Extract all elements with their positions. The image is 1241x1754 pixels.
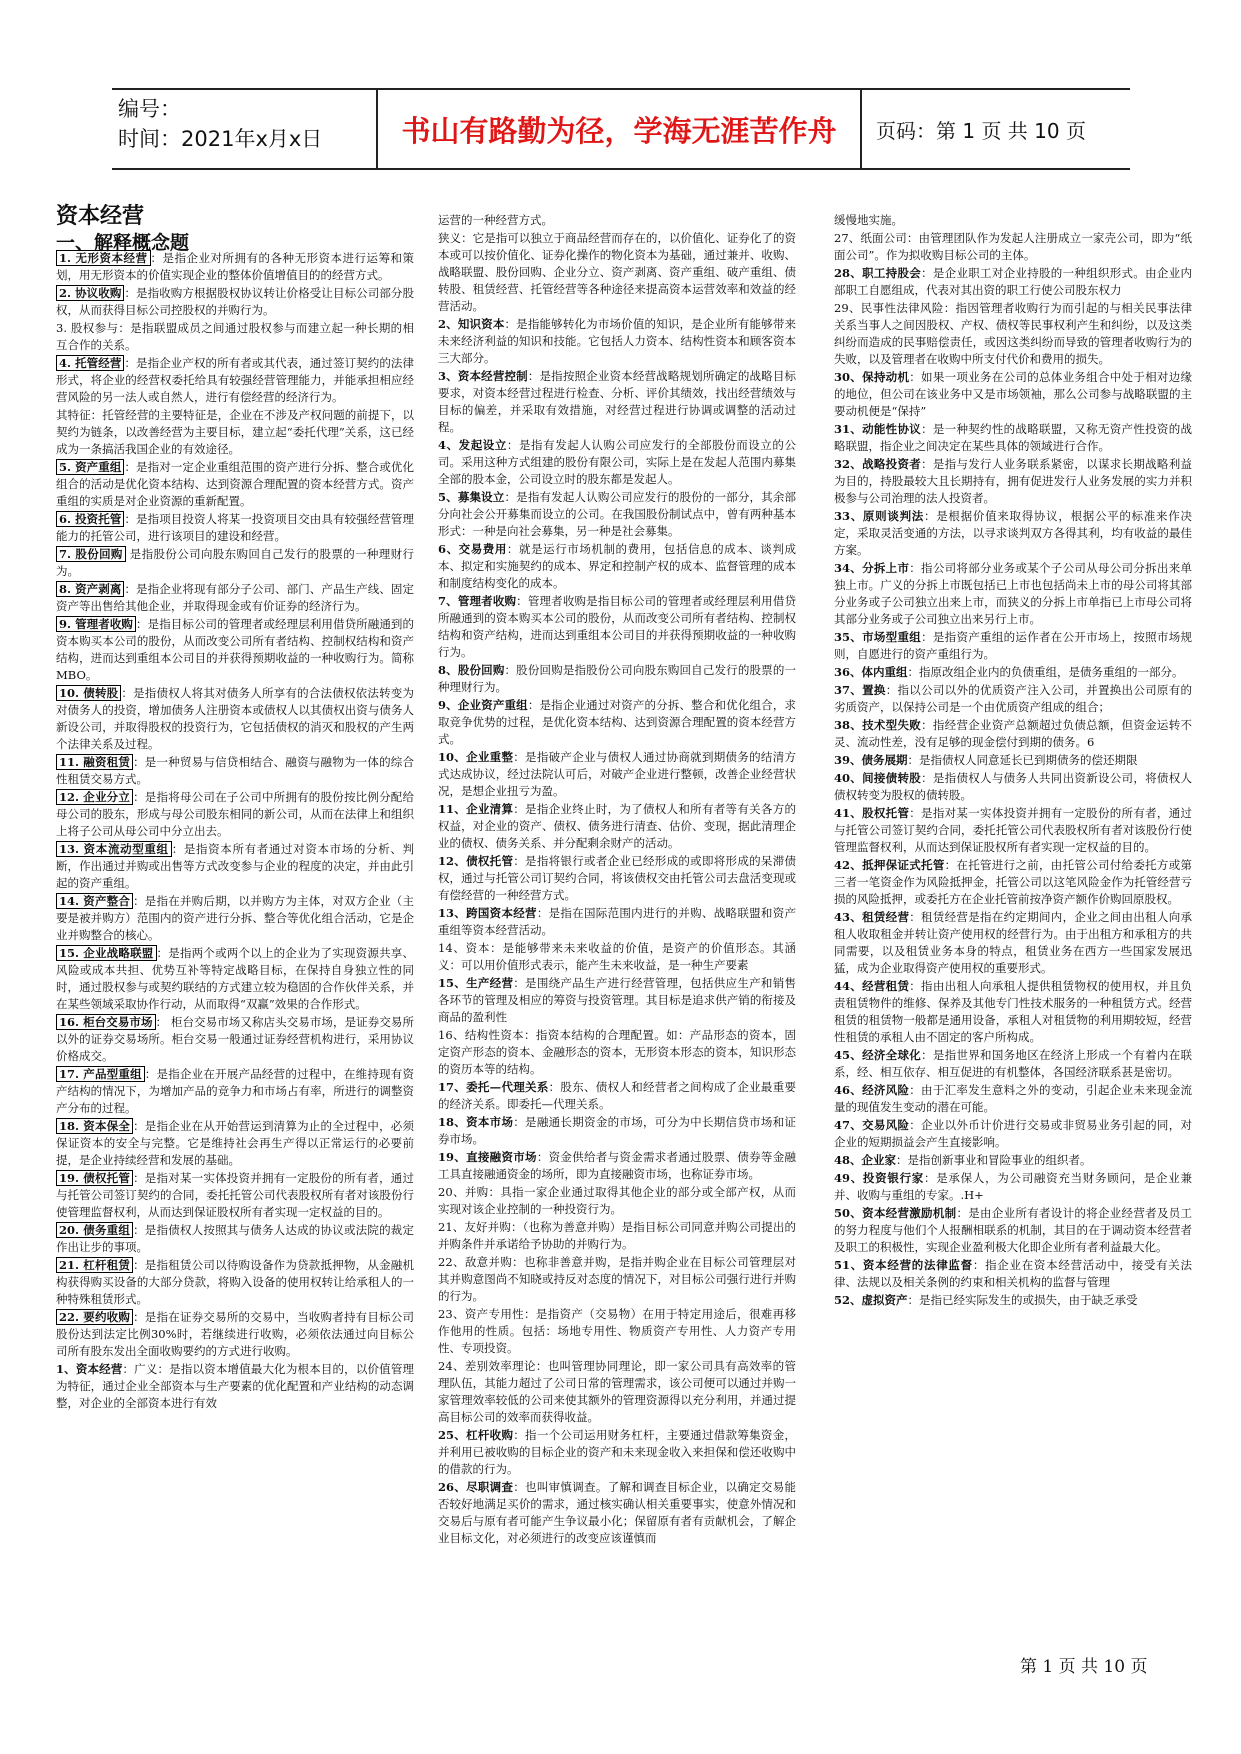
definition-text: 21、友好并购：（也称为善意并购）是指目标公司同意并购公司提出的并购条件并承诺给予协助的并购行为。 — [438, 1220, 796, 1251]
definition-entry — [834, 909, 1192, 977]
definition-term: 9. 管理者收购 — [56, 616, 136, 632]
definition-entry — [834, 664, 1192, 681]
definition-entry — [834, 1152, 1192, 1169]
definition-term: 11. 融资租赁 — [56, 754, 133, 770]
definition-entry — [834, 421, 1192, 455]
text-column-3 — [834, 212, 1192, 1635]
definition-text: ：是指企业终止时，为了债权人和所有者等有关各方的权益，对企业的资产、债权、债务进行清查、估价、变现，据此清理企业的债权、债务关系、并分配剩余财产的活动。 — [438, 802, 796, 850]
definition-text: ：是指项目投资人将某一投资项目交由具有较强经营管理能力的托管公司，进行该项目的建设和经营。 — [56, 512, 414, 543]
definition-entry — [56, 355, 414, 406]
definition-term: 8、股份回购 — [438, 663, 505, 677]
definition-entry — [56, 511, 414, 545]
definition-term: 10. 债转股 — [56, 685, 121, 701]
definition-term: 34、分拆上市 — [834, 561, 910, 575]
definition-text: ：资金供给者与资金需求者通过股票、债券等金融工具直接融通资金的场所，即为直接融资市场，也称证券市场。 — [438, 1150, 796, 1181]
definition-term: 21. 杠杆租赁 — [56, 1257, 133, 1273]
definition-text: 16、结构性资本：指资本结构的合理配置。如：产品形态的资本，固定资产形态的资本、金融形态的资本，无形资本形态的资本，知识形态的资历本等的结构。 — [438, 1028, 796, 1076]
definition-entry — [834, 1047, 1192, 1081]
definition-entry — [438, 489, 796, 540]
definition-entry — [438, 697, 796, 748]
definition-text: ：在托管进行之前，由托管公司付给委托方或第三者一笔资金作为风险抵押金，托管公司以这笔风险金作为托管经营亏损的风险抵押，或委托方在企业托管前按净资产额作价购回原股权。 — [834, 858, 1192, 906]
definition-term: 17、委托—代理关系 — [438, 1080, 549, 1094]
definition-entry — [834, 456, 1192, 507]
definition-text: ：是指资本所有者通过对资本市场的分析、判断，作出通过并购或出售等方式改变参与企业的程度的决定，并由此引起的资产重组。 — [56, 842, 414, 890]
definition-text: ：是指企业对所拥有的各种无形资本进行运筹和策划，用无形资本的价值实现企业的整体价值增值目的的经营方式。 — [56, 251, 414, 282]
definition-entry — [56, 616, 414, 684]
definition-entry — [56, 1066, 414, 1117]
header-page-label: 页码：第 1 页 共 10 页 — [876, 118, 1086, 143]
definition-entry — [834, 560, 1192, 628]
header-motto: 书山有路勤为径，学海无涯苦作舟 — [378, 90, 862, 168]
definition-entry — [834, 978, 1192, 1046]
definition-entry — [56, 1014, 414, 1065]
definition-entry — [834, 212, 1192, 229]
page-footer: 第 1 页 共 10 页 — [1020, 1657, 1148, 1677]
definition-text: 运营的一种经营方式。 — [438, 213, 553, 227]
definition-entry — [438, 905, 796, 939]
definition-entry — [56, 1118, 414, 1169]
definition-entry — [56, 1309, 414, 1360]
definition-text: ：是指与发行人业务联系紧密，以谋求长期战略利益为目的，持股最较大且长期持有，拥有促进发行人业务发展的实力并积极参与公司治理的法人投资者。 — [834, 457, 1192, 505]
definition-entry — [834, 805, 1192, 856]
definition-term: 44、经营租赁 — [834, 979, 910, 993]
definition-term: 20. 债务重组 — [56, 1222, 133, 1238]
definition-text: 24、差别效率理论：也叫管理协同理论，即一家公司具有高效率的管理队伍，其能力超过了公司日常的管理需求，该公司便可以通过并购一家管理效率较低的公司来使其额外的管理资源得以充分利用，并通过提高目标公司的效率而获得收益。 — [438, 1359, 796, 1424]
definition-term: 43、租赁经营 — [834, 910, 910, 924]
definition-term: 33、原则谈判法 — [834, 509, 924, 523]
definition-text: ：是指收购方根据股权协议转让价格受让目标公司部分股权，从而获得目标公司控股权的并购行为。 — [56, 286, 414, 317]
definition-entry — [56, 754, 414, 788]
definition-text: ：也叫审慎调查。了解和调查目标企业，以确定交易能否较好地满足买价的需求，通过核实确认相关重要事实，使意外情况和交易后与原有者可能产生争议最小化；保留原有者有贡献机会，了解企业目标文化，对必须进行的改变应该谨慎而 — [438, 1480, 796, 1545]
definition-term: 11、企业清算 — [438, 802, 514, 816]
definition-text: ：广义：是指以资本增值最大化为根本目的，以价值管理为特征，通过企业全部资本与生产要素的优化配置和产业结构的动态调整，对企业的全部资本进行有效 — [56, 1362, 414, 1410]
definition-term: 1、资本经营 — [56, 1362, 123, 1376]
definition-entry — [56, 945, 414, 1013]
definition-entry — [438, 749, 796, 800]
definition-entry — [438, 437, 796, 488]
definition-entry — [834, 717, 1192, 751]
definition-text: ：指经营企业资产总额超过负债总额，但资金运转不灵、流动性差，没有足够的现金偿付到期的债务。6 — [834, 718, 1192, 749]
definition-term: 3、资本经营控制 — [438, 369, 528, 383]
definition-text: ：股东、债权人和经营者之间构成了企业最重要的经济关系。即委托—代理关系。 — [438, 1080, 796, 1111]
definition-text: ：是融通长期资金的市场，可分为中长期信贷市场和证券市场。 — [438, 1115, 796, 1146]
definition-entry — [56, 320, 414, 354]
definition-term: 25、杠杆收购 — [438, 1428, 514, 1442]
definition-text: ：是指将银行或者企业已经形成的或即将形成的呆滞债权，通过与托管公司订契约合同，将该债权交由托管公司去盘活变现或有偿经营的一种经营方式。 — [438, 854, 796, 902]
section-title: 一、解释概念题 — [56, 232, 190, 254]
definition-term: 18、资本市场 — [438, 1115, 514, 1129]
definition-entry — [438, 316, 796, 367]
definition-term: 26、尽职调查 — [438, 1480, 514, 1494]
definition-term: 9、企业资产重组 — [438, 698, 528, 712]
definition-text: ：是指按照企业资本经营战略规划所确定的战略目标要求，对资本经营过程进行检查、分析、评价其绩效，找出经营绩效与目标的偏差，并采取有效措施，对经营过程进行协调或调整的活动过程。 — [438, 369, 796, 434]
definition-term: 6、交易费用 — [438, 542, 507, 556]
definition-entry — [438, 1184, 796, 1218]
definition-term: 41、股权托管 — [834, 806, 910, 820]
definition-text: ：是企业职工对企业持股的一种组织形式。由企业内部职工自愿组成，代表对其出资的职工行使公司股东权力 — [834, 266, 1192, 297]
definition-text: ：是指企业将现有部分子公司、部门、产品生产线、固定资产等出售给其他企业，并取得现金或有价证券的经济行为。 — [56, 582, 414, 613]
definition-term: 14. 资产整合 — [56, 893, 133, 909]
definition-entry — [438, 593, 796, 661]
definition-entry — [56, 581, 414, 615]
definition-entry — [834, 1170, 1192, 1204]
definition-entry — [834, 857, 1192, 908]
definition-text: 是指股份公司向股东购回自己发行的股票的一种理财行为。 — [56, 547, 414, 578]
definition-entry — [56, 250, 414, 284]
definition-entry — [438, 1149, 796, 1183]
definition-term: 4、发起设立 — [438, 438, 507, 452]
definition-entry — [438, 853, 796, 904]
definition-entry — [438, 1027, 796, 1078]
definition-text: 其特征：托管经营的主要特征是，企业在不涉及产权问题的前提下，以契约为链条，以改善经营为主要目标，建立起“委托代理”关系，这已经成为一条搞活我国企业的有效途径。 — [56, 408, 414, 456]
definition-term: 2. 协议收购 — [56, 285, 124, 301]
definition-text: ：是一种契约性的战略联盟，又称无资产性投资的战略联盟，指企业之间决定在某些具体的领域进行合作。 — [834, 422, 1192, 453]
definition-text: ：是指有发起人认购公司应发行的全部股份而设立的公司。采用这种方式组建的股份有限公司，实际上是在发起人范围内募集全部的股本金，公司设立时的股东都是发起人。 — [438, 438, 796, 486]
definition-term: 19、直接融资市场 — [438, 1150, 537, 1164]
definition-entry — [834, 770, 1192, 804]
definition-entry — [56, 841, 414, 892]
definition-term: 22. 要约收购 — [56, 1309, 133, 1325]
definition-term: 49、投资银行家 — [834, 1171, 924, 1185]
text-column-2 — [438, 212, 796, 1635]
definition-entry — [56, 893, 414, 944]
definition-text: ：是指债权人按照其与债务人达成的协议或法院的裁定作出让步的事项。 — [56, 1223, 414, 1254]
definition-term: 47、交易风险 — [834, 1118, 910, 1132]
definition-text: ：是指企业在从开始营运到清算为止的全过程中，必须保证资本的安全与完整。它是维持社会再生产得以正常运行的必要前提，是企业持续经营和发展的基础。 — [56, 1119, 414, 1167]
definition-term: 52、虚拟资产 — [834, 1293, 908, 1307]
definition-term: 28、职工持股会 — [834, 266, 922, 280]
definition-entry — [56, 685, 414, 753]
definition-entry — [56, 1257, 414, 1308]
definition-term: 2、知识资本 — [438, 317, 505, 331]
document-time-label: 时间：2021年x月x日 — [118, 127, 323, 151]
definition-term: 32、战略投资者 — [834, 457, 922, 471]
definition-text: ：是指将母公司在子公司中所拥有的股份按比例分配给母公司的股东，形成与母公司股东相同的新公司，从而在法律上和组织上将子公司从母公司中分立出去。 — [56, 790, 414, 838]
definition-term: 17. 产品型重组 — [56, 1066, 145, 1082]
definition-term: 35、市场型重组 — [834, 630, 922, 644]
definition-term: 36、体内重组 — [834, 665, 908, 679]
definition-term: 5. 资产重组 — [56, 459, 124, 475]
definition-text: ：是指在并购后期，以并购方为主体，对双方企业（主要是被并购方）范围内的资产进行分拆、整合等优化组合活动，它是企业并购整合的核心。 — [56, 894, 414, 942]
definition-entry — [834, 508, 1192, 559]
definition-text: ：是指世界和国务地区在经济上形成一个有着内在联系，经、相互依存、相互促进的有机整体，各国经济联系甚是密切。 — [834, 1048, 1192, 1079]
definition-text: ：是围绕产品生产进行经营管理，包括供应生产和销售各环节的管理及相应的筹资与投资管理。其目标是追求供产销的衔接及商品的盈利性 — [438, 976, 796, 1024]
page-header — [112, 88, 1130, 170]
definition-text: ：是指企业在开展产品经营的过程中，在维持现有资产结构的情况下，为增加产品的竞争力和市场占有率，所进行的调整资产分布的过程。 — [56, 1067, 414, 1115]
definition-text: ：是指已经实际发生的或损失，由于缺乏承受 — [907, 1293, 1138, 1307]
definition-entry — [438, 541, 796, 592]
definition-entry — [438, 212, 796, 229]
definition-term: 40、间接债转股 — [834, 771, 922, 785]
definition-text: ：是指对某一实体投资并拥有一定股份的所有者，通过与托管公司签订契约合同，委托托管公司代表股权所有者对该股份行使管理监督权利，从而达到保证股权所有者实现一定权益的目的。 — [834, 806, 1192, 854]
definition-text: ：是指债权人与债务人共同出资新设公司，将债权人债权转变为股权的债转股。 — [834, 771, 1192, 802]
definition-text: ：指原改组企业内的负债重组，是债务重组的一部分。 — [907, 665, 1184, 679]
definition-term: 39、债务展期 — [834, 753, 908, 767]
definition-text: 3. 股权参与：是指联盟成员之间通过股权参与而建立起一种长期的相互合作的关系。 — [56, 321, 414, 352]
definition-entry — [438, 1427, 796, 1478]
definition-term: 31、动能性协议 — [834, 422, 922, 436]
definition-text: ：是指目标公司的管理者或经理层利用借贷所融通到的资本购买本公司的股份，从而改变公司所有者结构、控制权结构和资产结构，进而达到重组本公司目的并获得预期收益的一种收购行为。简称MBO。 — [56, 617, 414, 682]
definition-text: ：是指在证券交易所的交易中，当收购者持有目标公司股份达到法定比例30%时，若继续进行收购，必须依法通过向目标公司所有股东发出全面收购要约的方式进行收购。 — [56, 1310, 414, 1358]
definition-text: ：是承保人，为公司融资充当财务顾问，是企业兼并、收购与重组的专家。.H+ — [834, 1171, 1192, 1202]
definition-text: ：管理者收购是指目标公司的管理者或经理层利用借贷所融通到的资本购买本公司的股份，从而改变公司所有者结构、控制权结构和资产结构，进而达到重组本公司目的并获得预期收益的一种收购行为。 — [438, 594, 796, 659]
definition-entry — [438, 1358, 796, 1426]
definition-text: ：是指企业产权的所有者或其代表，通过签订契约的法律形式，将企业的经营权委托给具有较强经营管理能力，并能承担相应经营风险的另一法人或自然人，进行有偿经营的经济行为。 — [56, 356, 414, 404]
definition-entry — [56, 285, 414, 319]
definition-term: 18. 资本保全 — [56, 1118, 133, 1134]
definition-entry — [834, 369, 1192, 420]
definition-entry — [834, 629, 1192, 663]
definition-term: 45、经济全球化 — [834, 1048, 922, 1062]
definition-entry — [834, 1082, 1192, 1116]
definition-entry — [438, 1219, 796, 1253]
definition-entry — [438, 940, 796, 974]
definition-entry — [834, 1205, 1192, 1256]
definition-term: 19. 债权托管 — [56, 1170, 133, 1186]
definition-text: ：是指创新事业和冒险事业的组织者。 — [896, 1153, 1092, 1167]
definition-text: ：指一个公司运用财务杠杆，主要通过借款筹集资金，并利用已被收购的目标企业的资产和未来现金收入来担保和偿还收购中的借款的行为。 — [438, 1428, 796, 1476]
definition-text: ：股份回购是指股份公司向股东购回自己发行的股票的一种理财行为。 — [438, 663, 796, 694]
definition-text: ：企业以外币计价进行交易或非贸易业务引起的同，对企业的短期损益会产生直接影响。 — [834, 1118, 1192, 1149]
definition-term: 1. 无形资本经营 — [56, 250, 151, 266]
definition-entry — [438, 1114, 796, 1148]
definition-term: 13、跨国资本经营 — [438, 906, 537, 920]
definition-term: 50、资本经营激励机制 — [834, 1206, 957, 1220]
definition-entry — [56, 1222, 414, 1256]
definition-entry — [834, 752, 1192, 769]
definition-text: 22、敌意并购：也称非善意并购，是指并购企业在目标公司管理层对其并购意图尚不知晓或持反对态度的情况下，对目标公司强行进行并购的行为。 — [438, 1255, 796, 1303]
definition-term: 7. 股份回购 — [56, 546, 126, 562]
definition-text: ：指以公司以外的优质资产注入公司，并置换出公司原有的劣质资产，以保持公司是一个由优质资产组成的组合； — [834, 683, 1192, 714]
definition-text: ：指公司将部分业务或某个子公司从母公司分拆出来单独上市。广义的分拆上市既包括已上市也包括尚未上市的母公司将其部分业务或子公司独立出来上市，而狭义的分拆上市单指已上市母公司将其部分业务或子公司独立出来另行上市。 — [834, 561, 1192, 626]
definition-term: 15、生产经营 — [438, 976, 514, 990]
definition-term: 15. 企业战略联盟 — [56, 945, 157, 961]
definition-term: 42、抵押保证式托管 — [834, 858, 945, 872]
definition-entry — [834, 1257, 1192, 1291]
definition-text: 29、民事性法律风险：指因管理者收购行为而引起的与相关民事法律关系当事人之间因股权、产权、债权等民事权利产生和纠纷，以及这类纠纷而造成的民事赔偿责任，或因这类纠纷而导致的管理者收购行为的失败，以及管理者在收购中所支付代价和费用的损失。 — [834, 301, 1192, 366]
definition-text: 20、并购：具指一家企业通过取得其他企业的部分或全部产权，从而实现对该企业控制的一种投资行为。 — [438, 1185, 796, 1216]
definition-term: 6. 投资托管 — [56, 511, 124, 527]
definition-entry — [438, 1079, 796, 1113]
definition-text: ：是一种贸易与信贷相结合、融资与融物为一体的综合性租赁交易方式。 — [56, 755, 414, 786]
definition-text: ：是指债权人将其对债务人所享有的合法债权依法转变为对债务人的投资，增加债务人注册资本或债权人以其债权出资与债务人新设公司，并取得股权的投资行为，它包括债权的消灭和股权的产生两个法律关系及过程。 — [56, 686, 414, 751]
definition-text: ：是指有发起人认购公司应发行的股份的一部分，其余部分向社会公开募集而设立的公司。在我国股份制试点中，曾有两种基本形式：一种是向社会募集，另一种是社会募集。 — [438, 490, 796, 538]
definition-text: ：是指资产重组的运作者在公开市场上，按照市场规则，自愿进行的资产重组行为。 — [834, 630, 1192, 661]
definition-text: ：是由企业所有者设计的将企业经营者及员工的努力程度与他们个人报酬相联系的机制，其目的在于调动资本经营者及职工的积极性，实现企业盈利极大化即企业所有者利益最大化。 — [834, 1206, 1192, 1254]
definition-text: ：指由出租人向承租人提供租赁物权的使用权，并且负责租赁物件的维修、保养及其他专门性技术服务的一种租赁方式。经营租赁的租赁物一般都是通用设备，承租人对租赁物的利用期较短，经营性租赁的承租人由不固定的客户所构成。 — [834, 979, 1192, 1044]
definition-term: 13. 资本流动型重组 — [56, 841, 172, 857]
definition-entry — [438, 230, 796, 315]
definition-term: 12、债权托管 — [438, 854, 514, 868]
definition-text: ：是指租赁公司以待购设备作为贷款抵押物，从金融机构获得购买设备的大部分贷款，将购入设备的使用权转让给承租人的一种特殊租赁形式。 — [56, 1258, 414, 1306]
definition-text: ：是指对某一实体投资并拥有一定股份的所有者，通过与托管公司签订契约的合同，委托托管公司代表股权所有者对该股份行使管理监督权利，从而达到保证股权所有者实现一定权益的目的。 — [56, 1171, 414, 1219]
document-title: 资本经营 — [56, 204, 145, 229]
definition-entry — [438, 1479, 796, 1547]
definition-entry — [438, 662, 796, 696]
definition-entry — [438, 975, 796, 1026]
definition-text: 14、资本：是能够带来未来收益的价值，是资产的价值形态。其涵义：可以用价值形式表示，能产生未来收益，是一种生产要素 — [438, 941, 796, 972]
header-meta — [112, 90, 378, 168]
definition-text: ：是指债权人同意延长已到期债务的偿还期限 — [907, 753, 1138, 767]
definition-term: 38、技术型失败 — [834, 718, 922, 732]
definition-term: 7、管理者收购 — [438, 594, 517, 608]
definition-entry — [834, 265, 1192, 299]
definition-entry — [438, 1306, 796, 1357]
definition-entry — [56, 407, 414, 458]
definition-text: 狭义：它是指可以独立于商品经营而存在的，以价值化、证券化了的资本或可以按价值化、证券化操作的物化资本为基础，通过兼并、收购、战略联盟、股份回购、企业分立、资产剥离、资产重组、破产重组、债转股、租赁经营、托管经营等各种途径来提高资本运营效率和效益的经营活动。 — [438, 231, 796, 313]
definition-term: 10、企业重整 — [438, 750, 514, 764]
definition-entry — [56, 1361, 414, 1412]
definition-term: 12. 企业分立 — [56, 789, 133, 805]
definition-term: 8. 资产剥离 — [56, 581, 124, 597]
definition-text: ：是指在国际范围内进行的并购、战略联盟和资产重组等资本经营活动。 — [438, 906, 796, 937]
definition-entry — [834, 1292, 1192, 1309]
document-number-label: 编号： — [118, 97, 181, 121]
definition-text: ：是指破产企业与债权人通过协商就到期债务的结清方式达成协议，经过法院认可后，对破产企业进行整顿，改善企业经营状况，是想企业扭亏为盈。 — [438, 750, 796, 798]
definition-entry — [438, 1254, 796, 1305]
definition-entry — [56, 459, 414, 510]
definition-term: 4. 托管经营 — [56, 355, 124, 371]
definition-term: 5、募集设立 — [438, 490, 505, 504]
definition-entry — [438, 368, 796, 436]
definition-text: ：指企业在资本经营活动中，接受有关法律、法规以及相关条例的约束和相关机构的监督与管理 — [834, 1258, 1192, 1289]
definition-text: 缓慢地实施。 — [834, 213, 903, 227]
definition-entry — [834, 230, 1192, 264]
definition-entry — [834, 682, 1192, 716]
definition-text: ：是根据价值来取得协议，根据公平的标准来作决定，采取灵活变通的方法，以寻求谈判双方各得其利，均有收益的最佳方案。 — [834, 509, 1192, 557]
definition-term: 37、置换 — [834, 683, 886, 697]
definition-text: ：租赁经营是指在约定期间内，企业之间由出租人向承租人收取租金并转让资产使用权的经营行为。由于出租方和承租方的共同需要，以及租赁业务本身的特点，租赁业务在西方一些国家发展迅猛，成为企业取得资产使用权的重要形式。 — [834, 910, 1192, 975]
definition-entry — [56, 789, 414, 840]
definition-entry — [438, 801, 796, 852]
definition-entry — [56, 1170, 414, 1221]
definition-text: 27、纸面公司：由管理团队作为发起人注册成立一家壳公司，即为“纸面公司”。作为拟收购目标公司的主体。 — [834, 231, 1192, 262]
definition-text: ：是指企业通过对资产的分拆、整合和优化组合，求取竞争优势的过程，是优化资本结构、达到资源合理配置的资本经营方式。 — [438, 698, 796, 746]
definition-term: 46、经济风险 — [834, 1083, 910, 1097]
text-column-1 — [56, 250, 414, 1635]
definition-entry — [56, 546, 414, 580]
definition-term: 51、资本经营的法律监督 — [834, 1258, 973, 1272]
definition-text: ：由于汇率发生意料之外的变动，引起企业未来现金流量的现值发生变动的潜在可能。 — [834, 1083, 1192, 1114]
definition-text: ： 柜台交易市场又称店头交易市场，是证券交易所以外的证券交易场所。柜台交易一般通过证券经营机构进行，采用协议价格成交。 — [56, 1015, 414, 1063]
definition-text: ：如果一项业务在公司的总体业务组合中处于相对边缘的地位，但公司在该业务中又是市场领袖，那么公司参与战略联盟的主要动机便是“保持” — [834, 370, 1192, 418]
definition-entry — [834, 300, 1192, 368]
definition-term: 48、企业家 — [834, 1153, 897, 1167]
definition-text: ：是指两个或两个以上的企业为了实现资源共享、风险或成本共担、优势互补等特定战略目标，在保持自身独立性的同时，通过股权参与或契约联结的方式建立较为稳固的合作伙伴关系，并在某些领域采取协作行动，从而取得“双赢”效果的合作形式。 — [56, 946, 414, 1011]
definition-text: ：就是运行市场机制的费用，包括信息的成本、谈判成本、拟定和实施契约的成本、界定和控制产权的成本、监督管理的成本和制度结构变化的成本。 — [438, 542, 796, 590]
definition-text: ：是指能够转化为市场价值的知识，是企业所有能够带来未来经济利益的知识和技能。它包括人力资本、结构性资本和顾客资本三大部分。 — [438, 317, 796, 365]
definition-term: 30、保持动机 — [834, 370, 910, 384]
definition-text: ：是指对一定企业重组范围的资产进行分拆、整合或优化组合的活动是优化资本结构、达到资源合理配置的资本经营方式。资产重组的实质是对企业资源的重新配置。 — [56, 460, 414, 508]
definition-term: 16. 柜台交易市场 — [56, 1014, 156, 1030]
definition-entry — [834, 1117, 1192, 1151]
definition-text: 23、资产专用性：是指资产（交易物）在用于特定用途后，很难再移作他用的性质。包括：场地专用性、物质资产专用性、人力资产专用性、专项投资。 — [438, 1307, 796, 1355]
